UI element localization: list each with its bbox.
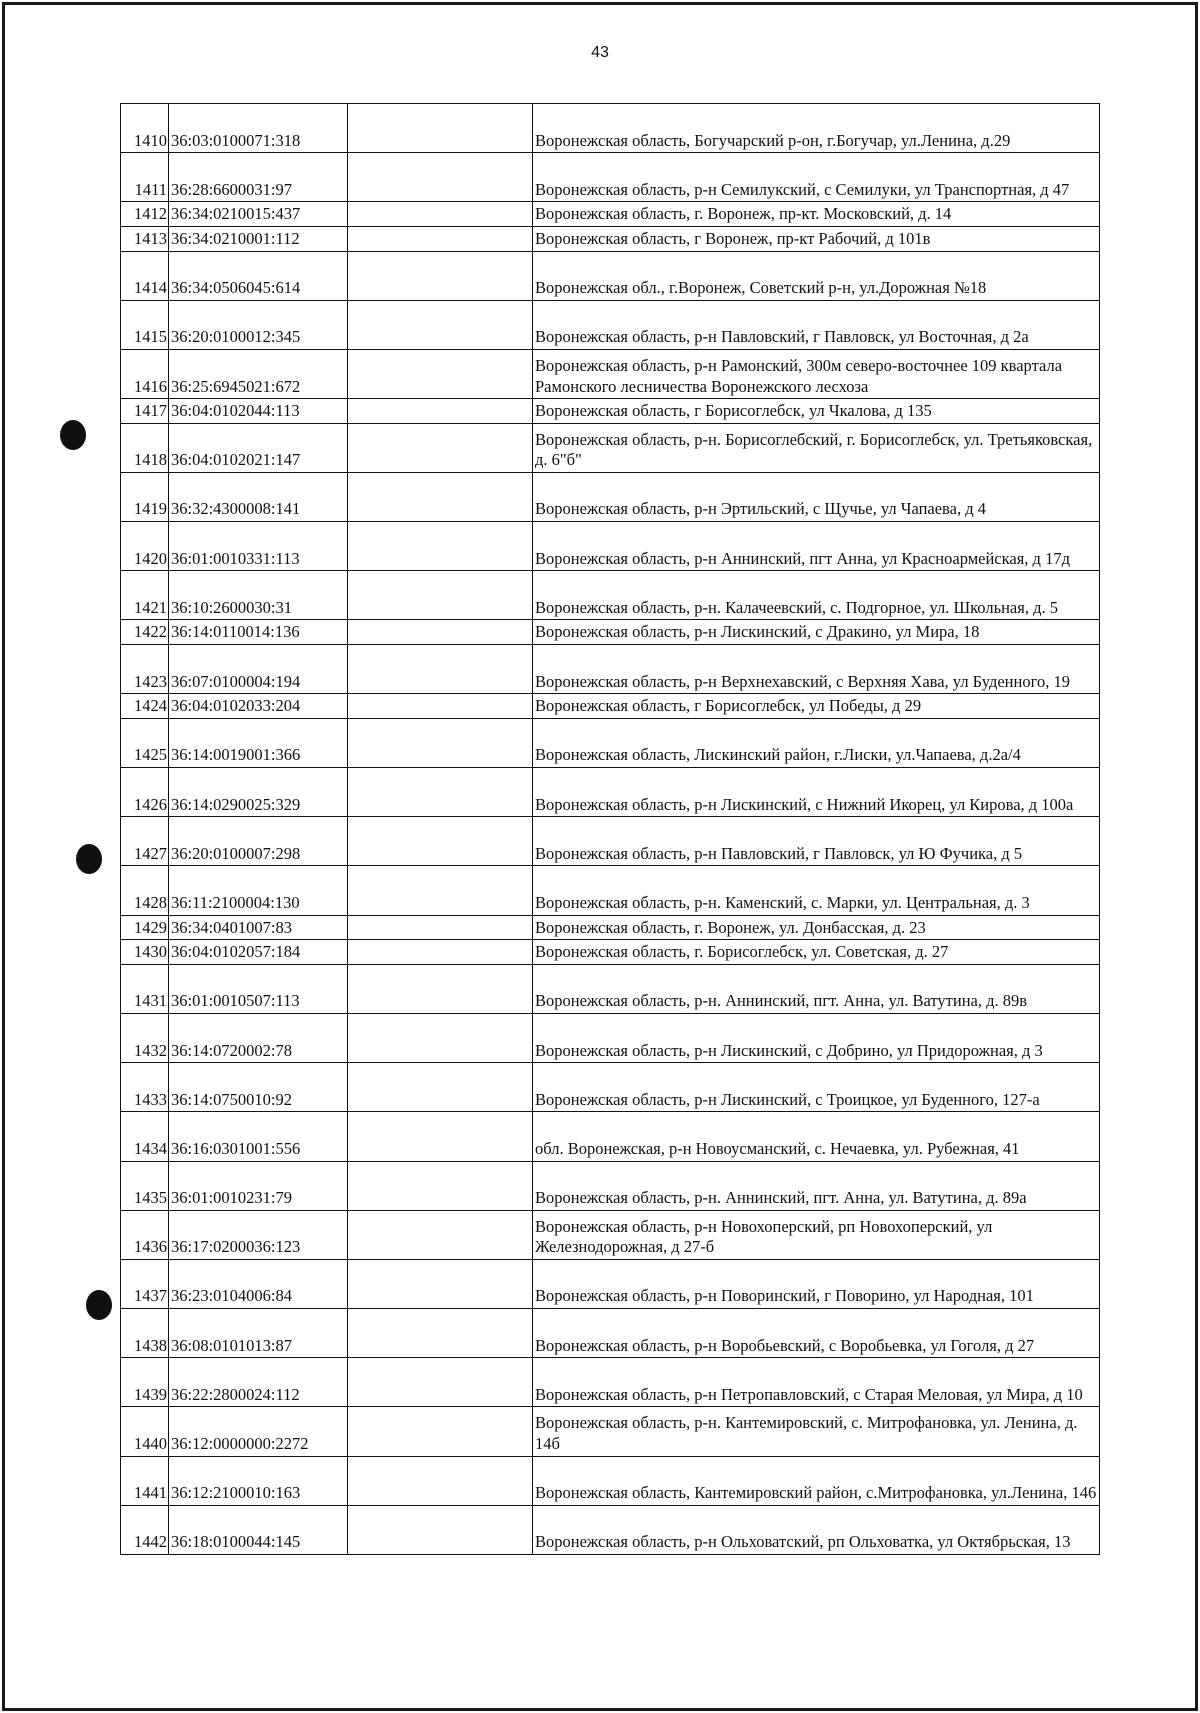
address-cell: Воронежская обл., г.Воронеж, Советский р-н, ул.Дорожная №18 <box>533 251 1100 300</box>
empty-cell <box>348 300 533 349</box>
empty-cell <box>348 866 533 915</box>
cadastral-number: 36:01:0010331:113 <box>169 522 348 571</box>
row-number: 1410 <box>121 104 169 153</box>
empty-cell <box>348 1407 533 1456</box>
cadastral-number: 36:14:0110014:136 <box>169 620 348 645</box>
empty-cell <box>348 104 533 153</box>
cadastral-number: 36:12:0000000:2272 <box>169 1407 348 1456</box>
empty-cell <box>348 768 533 817</box>
page-number: 43 <box>591 44 609 61</box>
table-row <box>121 202 1100 227</box>
table-row <box>121 940 1100 965</box>
address-cell: Воронежская область, г Борисоглебск, ул Победы, д 29 <box>533 694 1100 719</box>
cadastral-number: 36:28:6600031:97 <box>169 153 348 202</box>
address-cell: Воронежская область, р-н Лискинский, с Дракино, ул Мира, 18 <box>533 620 1100 645</box>
table-row <box>121 571 1100 620</box>
table-row <box>121 694 1100 719</box>
cadastral-number: 36:04:0102033:204 <box>169 694 348 719</box>
cadastral-number: 36:17:0200036:123 <box>169 1210 348 1259</box>
empty-cell <box>348 645 533 694</box>
row-number: 1439 <box>121 1358 169 1407</box>
cadastral-number: 36:04:0102057:184 <box>169 940 348 965</box>
cadastral-number: 36:25:6945021:672 <box>169 349 348 398</box>
address-cell: Воронежская область, р-н Петропавловский, с Старая Меловая, ул Мира, д 10 <box>533 1358 1100 1407</box>
address-cell: Воронежская область, р-н Новохоперский, рп Новохоперский, ул Железнодорожная, д 27-б <box>533 1210 1100 1259</box>
address-cell: Воронежская область, Лискинский район, г.Лиски, ул.Чапаева, д.2а/4 <box>533 718 1100 767</box>
address-cell: Воронежская область, р-н Воробьевский, с Воробьевка, ул Гоголя, д 27 <box>533 1309 1100 1358</box>
cadastral-number: 36:10:2600030:31 <box>169 571 348 620</box>
row-number: 1435 <box>121 1161 169 1210</box>
table-row <box>121 1505 1100 1554</box>
row-number: 1441 <box>121 1456 169 1505</box>
address-cell: Воронежская область, р-н Аннинский, пгт Анна, ул Красноармейская, д 17д <box>533 522 1100 571</box>
cadastral-number: 36:01:0010231:79 <box>169 1161 348 1210</box>
address-cell: Воронежская область, Богучарский р-он, г.Богучар, ул.Ленина, д.29 <box>533 104 1100 153</box>
row-number: 1429 <box>121 915 169 940</box>
empty-cell <box>348 399 533 424</box>
row-number: 1415 <box>121 300 169 349</box>
empty-cell <box>348 694 533 719</box>
table-row <box>121 522 1100 571</box>
cadastral-number: 36:14:0019001:366 <box>169 718 348 767</box>
address-cell: Воронежская область, р-н. Каменский, с. Марки, ул. Центральная, д. 3 <box>533 866 1100 915</box>
empty-cell <box>348 522 533 571</box>
table-row <box>121 300 1100 349</box>
cadastral-number: 36:18:0100044:145 <box>169 1505 348 1554</box>
table-row <box>121 472 1100 521</box>
empty-cell <box>348 226 533 251</box>
address-cell: Воронежская область, р-н. Калачеевский, с. Подгорное, ул. Школьная, д. 5 <box>533 571 1100 620</box>
address-cell: Воронежская область, р-н Верхнехавский, с Верхняя Хава, ул Буденного, 19 <box>533 645 1100 694</box>
cadastral-number: 36:04:0102021:147 <box>169 423 348 472</box>
cadastral-number: 36:34:0506045:614 <box>169 251 348 300</box>
row-number: 1436 <box>121 1210 169 1259</box>
cadastral-number: 36:22:2800024:112 <box>169 1358 348 1407</box>
table-row <box>121 1161 1100 1210</box>
table-row <box>121 1112 1100 1161</box>
empty-cell <box>348 1456 533 1505</box>
table-row <box>121 866 1100 915</box>
punch-hole-mark <box>86 1290 112 1320</box>
address-cell: Воронежская область, р-н Рамонский, 300м северо-восточнее 109 квартала Рамонского лесничества Воронежского лесхоза <box>533 349 1100 398</box>
empty-cell <box>348 1161 533 1210</box>
empty-cell <box>348 153 533 202</box>
cadastral-number: 36:14:0750010:92 <box>169 1063 348 1112</box>
address-cell: Воронежская область, р-н. Борисоглебский, г. Борисоглебск, ул. Третьяковская, д. 6"б" <box>533 423 1100 472</box>
empty-cell <box>348 1358 533 1407</box>
table-row <box>121 620 1100 645</box>
empty-cell <box>348 620 533 645</box>
row-number: 1424 <box>121 694 169 719</box>
empty-cell <box>348 1112 533 1161</box>
address-cell: Воронежская область, р-н Эртильский, с Щучье, ул Чапаева, д 4 <box>533 472 1100 521</box>
address-cell: Воронежская область, р-н Павловский, г Павловск, ул Восточная, д 2а <box>533 300 1100 349</box>
address-cell: Воронежская область, г. Воронеж, пр-кт. Московский, д. 14 <box>533 202 1100 227</box>
row-number: 1416 <box>121 349 169 398</box>
address-cell: Воронежская область, р-н Лискинский, с Нижний Икорец, ул Кирова, д 100а <box>533 768 1100 817</box>
registry-table <box>120 103 1100 1555</box>
empty-cell <box>348 915 533 940</box>
empty-cell <box>348 1210 533 1259</box>
table-row <box>121 768 1100 817</box>
table-row <box>121 1456 1100 1505</box>
empty-cell <box>348 964 533 1013</box>
row-number: 1430 <box>121 940 169 965</box>
row-number: 1434 <box>121 1112 169 1161</box>
row-number: 1440 <box>121 1407 169 1456</box>
table-row <box>121 104 1100 153</box>
row-number: 1421 <box>121 571 169 620</box>
table-row <box>121 251 1100 300</box>
cadastral-number: 36:12:2100010:163 <box>169 1456 348 1505</box>
table-row <box>121 399 1100 424</box>
cadastral-number: 36:32:4300008:141 <box>169 472 348 521</box>
empty-cell <box>348 1013 533 1062</box>
empty-cell <box>348 1309 533 1358</box>
address-cell: Воронежская область, р-н. Кантемировский, с. Митрофановка, ул. Ленина, д. 14б <box>533 1407 1100 1456</box>
registry-table-body <box>121 104 1100 1555</box>
address-cell: Воронежская область, р-н. Аннинский, пгт. Анна, ул. Ватутина, д. 89в <box>533 964 1100 1013</box>
empty-cell <box>348 1259 533 1308</box>
address-cell: Воронежская область, р-н Лискинский, с Добрино, ул Придорожная, д 3 <box>533 1013 1100 1062</box>
row-number: 1422 <box>121 620 169 645</box>
row-number: 1432 <box>121 1013 169 1062</box>
empty-cell <box>348 571 533 620</box>
table-row <box>121 1210 1100 1259</box>
address-cell: Воронежская область, р-н Ольховатский, рп Ольховатка, ул Октябрьская, 13 <box>533 1505 1100 1554</box>
empty-cell <box>348 423 533 472</box>
table-row <box>121 964 1100 1013</box>
table-row <box>121 1407 1100 1456</box>
address-cell: Воронежская область, г. Воронеж, ул. Донбасская, д. 23 <box>533 915 1100 940</box>
table-row <box>121 817 1100 866</box>
row-number: 1418 <box>121 423 169 472</box>
address-cell: Воронежская область, г Борисоглебск, ул Чкалова, д 135 <box>533 399 1100 424</box>
address-cell: Воронежская область, р-н. Аннинский, пгт. Анна, ул. Ватутина, д. 89а <box>533 1161 1100 1210</box>
cadastral-number: 36:34:0401007:83 <box>169 915 348 940</box>
table-row <box>121 226 1100 251</box>
empty-cell <box>348 202 533 227</box>
cadastral-number: 36:07:0100004:194 <box>169 645 348 694</box>
cadastral-number: 36:23:0104006:84 <box>169 1259 348 1308</box>
cadastral-number: 36:04:0102044:113 <box>169 399 348 424</box>
row-number: 1428 <box>121 866 169 915</box>
empty-cell <box>348 1063 533 1112</box>
empty-cell <box>348 718 533 767</box>
punch-hole-mark <box>76 844 102 874</box>
table-row <box>121 349 1100 398</box>
punch-hole-mark <box>60 420 86 450</box>
address-cell: Воронежская область, г. Борисоглебск, ул. Советская, д. 27 <box>533 940 1100 965</box>
row-number: 1427 <box>121 817 169 866</box>
address-cell: Воронежская область, Кантемировский район, с.Митрофановка, ул.Ленина, 146 <box>533 1456 1100 1505</box>
row-number: 1419 <box>121 472 169 521</box>
cadastral-number: 36:34:0210015:437 <box>169 202 348 227</box>
row-number: 1423 <box>121 645 169 694</box>
row-number: 1413 <box>121 226 169 251</box>
address-cell: обл. Воронежская, р-н Новоусманский, с. Нечаевка, ул. Рубежная, 41 <box>533 1112 1100 1161</box>
empty-cell <box>348 251 533 300</box>
address-cell: Воронежская область, р-н Семилукский, с Семилуки, ул Транспортная, д 47 <box>533 153 1100 202</box>
table-row <box>121 1309 1100 1358</box>
table-row <box>121 423 1100 472</box>
empty-cell <box>348 472 533 521</box>
table-row <box>121 1013 1100 1062</box>
empty-cell <box>348 349 533 398</box>
row-number: 1414 <box>121 251 169 300</box>
cadastral-number: 36:34:0210001:112 <box>169 226 348 251</box>
cadastral-number: 36:20:0100012:345 <box>169 300 348 349</box>
cadastral-number: 36:16:0301001:556 <box>169 1112 348 1161</box>
cadastral-number: 36:11:2100004:130 <box>169 866 348 915</box>
table-row <box>121 1358 1100 1407</box>
row-number: 1412 <box>121 202 169 227</box>
row-number: 1437 <box>121 1259 169 1308</box>
cadastral-number: 36:01:0010507:113 <box>169 964 348 1013</box>
row-number: 1433 <box>121 1063 169 1112</box>
row-number: 1417 <box>121 399 169 424</box>
row-number: 1442 <box>121 1505 169 1554</box>
empty-cell <box>348 940 533 965</box>
table-row <box>121 1063 1100 1112</box>
table-row <box>121 718 1100 767</box>
cadastral-number: 36:20:0100007:298 <box>169 817 348 866</box>
row-number: 1425 <box>121 718 169 767</box>
row-number: 1431 <box>121 964 169 1013</box>
cadastral-number: 36:14:0720002:78 <box>169 1013 348 1062</box>
cadastral-number: 36:08:0101013:87 <box>169 1309 348 1358</box>
address-cell: Воронежская область, г Воронеж, пр-кт Рабочий, д 101в <box>533 226 1100 251</box>
row-number: 1438 <box>121 1309 169 1358</box>
table-row <box>121 153 1100 202</box>
row-number: 1411 <box>121 153 169 202</box>
address-cell: Воронежская область, р-н Павловский, г Павловск, ул Ю Фучика, д 5 <box>533 817 1100 866</box>
address-cell: Воронежская область, р-н Поворинский, г Поворино, ул Народная, 101 <box>533 1259 1100 1308</box>
cadastral-number: 36:03:0100071:318 <box>169 104 348 153</box>
empty-cell <box>348 1505 533 1554</box>
table-row <box>121 915 1100 940</box>
row-number: 1420 <box>121 522 169 571</box>
table-row <box>121 645 1100 694</box>
empty-cell <box>348 817 533 866</box>
cadastral-number: 36:14:0290025:329 <box>169 768 348 817</box>
row-number: 1426 <box>121 768 169 817</box>
address-cell: Воронежская область, р-н Лискинский, с Троицкое, ул Буденного, 127-а <box>533 1063 1100 1112</box>
table-row <box>121 1259 1100 1308</box>
